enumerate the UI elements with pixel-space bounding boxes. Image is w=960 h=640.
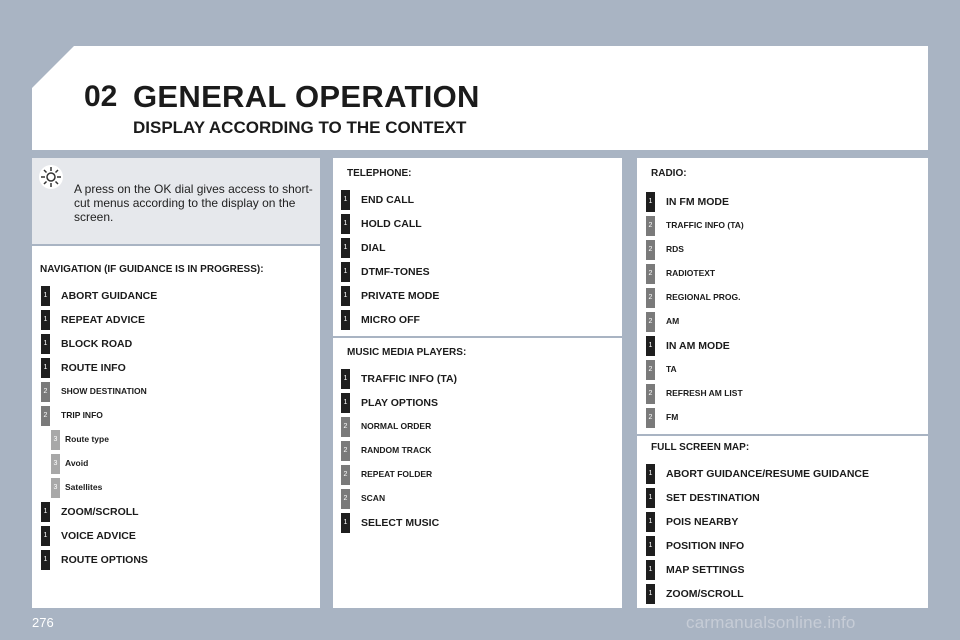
page-title: GENERAL OPERATION xyxy=(133,79,480,114)
menu-item-label: SCAN xyxy=(361,493,386,503)
tip-divider xyxy=(32,244,320,246)
middle-divider xyxy=(333,336,622,338)
chapter-number: 02 xyxy=(84,80,118,113)
menu-item-label: ZOOM/SCROLL xyxy=(61,506,139,518)
menu-item-label: RDS xyxy=(666,244,684,254)
menu-item-label: SELECT MUSIC xyxy=(361,517,440,529)
menu-item-label: RANDOM TRACK xyxy=(361,445,432,455)
menu-level-badge: 1 xyxy=(41,310,50,330)
menu-item-label: MAP SETTINGS xyxy=(666,564,745,576)
menu-item-label: END CALL xyxy=(361,194,415,206)
menu-item-label: IN AM MODE xyxy=(666,340,730,352)
menu-level-badge: 1 xyxy=(341,310,350,330)
menu-level-badge: 2 xyxy=(646,312,655,332)
sun-icon xyxy=(38,164,64,190)
page-subtitle: DISPLAY ACCORDING TO THE CONTEXT xyxy=(133,118,467,137)
menu-level-badge: 2 xyxy=(41,406,50,426)
menu-level-badge: 1 xyxy=(41,550,50,570)
menu-level-badge: 1 xyxy=(646,560,655,580)
menu-item-label: ROUTE INFO xyxy=(61,362,126,374)
menu-level-badge: 2 xyxy=(646,240,655,260)
menu-level-badge: 2 xyxy=(646,384,655,404)
menu-level-badge: 1 xyxy=(341,262,350,282)
menu-level-badge: 1 xyxy=(341,190,350,210)
menu-item-label: ROUTE OPTIONS xyxy=(61,554,148,566)
menu-level-badge: 1 xyxy=(646,464,655,484)
menu-level-badge: 1 xyxy=(341,286,350,306)
menu-item-label: TRAFFIC INFO (TA) xyxy=(666,220,744,230)
tip-text: A press on the OK dial gives access to short-cut menus according to the display on the screen. xyxy=(74,182,313,224)
menu-item-label: Avoid xyxy=(65,458,89,468)
menu-level-badge: 3 xyxy=(51,478,60,498)
menu-level-badge: 2 xyxy=(646,216,655,236)
menu-item-label: PRIVATE MODE xyxy=(361,290,440,302)
menu-item-label: TRIP INFO xyxy=(61,410,103,420)
radio-heading: RADIO: xyxy=(651,168,687,179)
menu-item-label: Satellites xyxy=(65,482,103,492)
menu-level-badge: 2 xyxy=(41,382,50,402)
menu-level-badge: 1 xyxy=(341,214,350,234)
telephone-heading: TELEPHONE: xyxy=(347,168,412,179)
menu-level-badge: 2 xyxy=(341,441,350,461)
menu-item-label: PLAY OPTIONS xyxy=(361,397,439,409)
menu-level-badge: 2 xyxy=(646,360,655,380)
menu-item-label: ABORT GUIDANCE/RESUME GUIDANCE xyxy=(666,468,870,480)
menu-item-label: ABORT GUIDANCE xyxy=(61,290,158,302)
menu-item-label: TA xyxy=(666,364,677,374)
menu-level-badge: 2 xyxy=(646,288,655,308)
menu-item-label: REPEAT FOLDER xyxy=(361,469,433,479)
menu-item-label: POSITION INFO xyxy=(666,540,745,552)
menu-item-label: REGIONAL PROG. xyxy=(666,292,741,302)
menu-item-label: REPEAT ADVICE xyxy=(61,314,146,326)
music-heading: MUSIC MEDIA PLAYERS: xyxy=(347,347,467,358)
menu-item-label: Route type xyxy=(65,434,109,444)
menu-level-badge: 1 xyxy=(646,536,655,556)
menu-item-label: POIS NEARBY xyxy=(666,516,739,528)
page-number: 276 xyxy=(32,615,54,630)
menu-level-badge: 2 xyxy=(646,264,655,284)
menu-level-badge: 1 xyxy=(646,192,655,212)
menu-level-badge: 1 xyxy=(41,286,50,306)
menu-item-label: RADIOTEXT xyxy=(666,268,716,278)
menu-level-badge: 1 xyxy=(341,369,350,389)
menu-item-label: DTMF-TONES xyxy=(361,266,430,278)
menu-item-label: DIAL xyxy=(361,242,386,254)
menu-item-label: NORMAL ORDER xyxy=(361,421,432,431)
menu-level-badge: 1 xyxy=(341,238,350,258)
menu-item-label: HOLD CALL xyxy=(361,218,422,230)
menu-level-badge: 2 xyxy=(341,465,350,485)
menu-level-badge: 2 xyxy=(646,408,655,428)
menu-level-badge: 1 xyxy=(646,584,655,604)
fullscreen-map-heading: FULL SCREEN MAP: xyxy=(651,442,750,453)
menu-item-label: MICRO OFF xyxy=(361,314,420,326)
menu-item-label: TRAFFIC INFO (TA) xyxy=(361,373,458,385)
menu-item-label: IN FM MODE xyxy=(666,196,729,208)
menu-level-badge: 1 xyxy=(41,502,50,522)
menu-level-badge: 1 xyxy=(646,488,655,508)
navigation-heading: NAVIGATION (IF GUIDANCE IS IN PROGRESS): xyxy=(40,264,264,275)
menu-level-badge: 1 xyxy=(341,393,350,413)
menu-level-badge: 3 xyxy=(51,454,60,474)
menu-item-label: SET DESTINATION xyxy=(666,492,760,504)
menu-level-badge: 1 xyxy=(341,513,350,533)
menu-level-badge: 1 xyxy=(41,334,50,354)
tip-box xyxy=(32,158,320,244)
menu-item-label: FM xyxy=(666,412,679,422)
menu-level-badge: 1 xyxy=(41,526,50,546)
menu-level-badge: 1 xyxy=(646,512,655,532)
menu-level-badge: 2 xyxy=(341,417,350,437)
menu-level-badge: 3 xyxy=(51,430,60,450)
menu-item-label: VOICE ADVICE xyxy=(61,530,136,542)
menu-level-badge: 1 xyxy=(41,358,50,378)
menu-level-badge: 1 xyxy=(646,336,655,356)
watermark: carmanualsonline.info xyxy=(686,613,856,632)
menu-item-label: SHOW DESTINATION xyxy=(61,386,147,396)
menu-item-label: BLOCK ROAD xyxy=(61,338,133,350)
menu-item-label: ZOOM/SCROLL xyxy=(666,588,744,600)
menu-item-label: AM xyxy=(666,316,680,326)
menu-item-label: REFRESH AM LIST xyxy=(666,388,743,398)
right-divider xyxy=(637,434,928,436)
menu-level-badge: 2 xyxy=(341,489,350,509)
